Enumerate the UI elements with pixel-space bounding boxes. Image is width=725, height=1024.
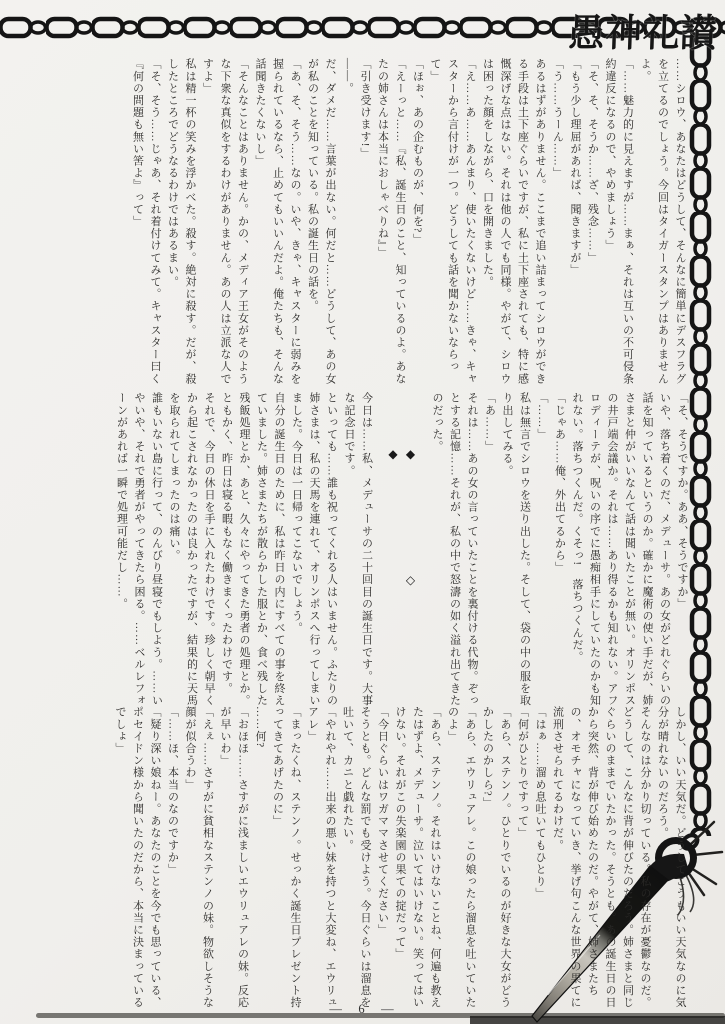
dialogue-line: 「そ、そうですか。ああ、そうですか」 <box>676 392 688 610</box>
dialogue-line: 「疑り深い娘ねー。あなたのことを今でも思っている、ポセイドン様から聞いたのだから、本当に決まっているでしょ」 <box>114 706 161 1009</box>
scene-separator: ◆ ◇ ◆ <box>386 447 418 699</box>
dialogue-line: 「そ、そう……じゃあ、それ着付けてみて。キャスター曰く『何の問題も無い筈よ』って」 <box>131 58 161 385</box>
dialogue-line: 「……」 <box>536 392 548 441</box>
dialogue-line: 「そんなことはありません。かの、メディア王女がそのような下衆な真似をするわけがありません。あの人は立派な人ですよ」 <box>201 58 249 385</box>
dialogue-line: 「今日ぐらいはワガママさせてください」 <box>376 706 389 936</box>
dialogue-line: 「う……うーん……」 <box>551 58 564 179</box>
dialogue-line: 「おほほ……さすがに浅ましいエウリュアレの妹。反応が早いわ」 <box>219 706 249 1009</box>
title-logo: 愚神礼讃 <box>567 13 719 55</box>
dialogue-line: 「もう少し理屈があれば、聞きますが」 <box>569 58 581 276</box>
paragraph: そうとも。どんな罰でも受けよう。今日ぐらいは溜息を吐いて、カニと戯れたい。 <box>341 706 371 1009</box>
paragraph: あるはずがありません。ここまで追い詰まってシロウができる手段は土下座ぐらいですが、私に土下座されても、特に感慨深げな点はない。それは他の人でも同様。やがて、シロウは困った顔をしながら、口を開きました。 <box>481 58 546 385</box>
paragraph: 今日は……私、メデューサの二十回目の誕生日です。大事な記念日です。 <box>343 392 373 707</box>
dialogue-line: 「えーっと……『私、誕生日のこと、知っているのよ。あなたの姉さんは本当におしゃべりね』」 <box>376 58 406 385</box>
dialogue-line: 「ほぉ、あの企むものが、何を?」 <box>411 58 424 246</box>
paragraph: そんなのは分かり切っている。私の存在が憂鬱なのだ。どうして、こんなに背が伸びたのだろう。姉さまと同じぐらいのままでいたかった。そうとも。あの誕生日の日から突然、背が伸び始めたのだ。やがて、姉さまたちの、オモチャになっていき、挙げ句こんな世界の果てに流刑させられてるわけだ。 <box>551 706 651 1009</box>
text-band-3 <box>60 706 688 1012</box>
paragraph: いや、落ち着くのだ、メデューサ。あの女がどれぐらいの話を知っているというのか。確かに魔術の使い手だが、姉さまと仲がいいなんて話は聞いたことが無い。オリンポスの井戸端会議か。それは……あり得るかも知れない。アフロディーテが、呪いの序でに愚痴相手にしていたのかも知れない。落ちつくんだ。くそっ! 落ちつくんだ。 <box>571 392 671 707</box>
dialogue-line: 「引き受けます!」 <box>359 58 371 160</box>
paragraph: それは……あの女の言っていたことを裏付ける代物。ぞっとする記憶……それが、私の中で怒濤の如く溢れ出てきたのだった。 <box>431 392 478 707</box>
dialogue-line: 「あら、ステンノ。それはいけないことね、何遍も教えたはずよ、メデューサ。泣いてはいけない。笑ってはいけない。それがこの失楽園の果ての掟だって」 <box>394 706 441 1009</box>
dialogue-line: 「あ、そ、そう……なの。いや、きゃ、キャスターに弱みを握られているなら、止めてもいいんだよ。俺たちも、そんな話聞きたくないし」 <box>254 58 301 385</box>
paragraph: 誰もいない島に行って、のんびり昼寝でもしよう。……いやいや、それで勇者がやってきたら困る。……ベルレフォーンがあれば一瞬で処理可能だし……。 <box>115 392 163 707</box>
dialogue-line: 「……ほ、本当のなのですか」 <box>166 706 179 876</box>
dialogue-line: 「やれやれ……出来の悪い妹を持つと大変ね、エウリュアレ」 <box>306 706 336 1009</box>
paragraph: 自分の誕生日のために、私は昨日の内にすべての事を終えていました。姉さまたちが散らかした服とか、食べ残した残飯処理とか、あと、久々にやってきた勇者の処理とか。ともかく、昨日は寝る暇もなく働きまくったわけです。 <box>220 392 285 707</box>
dialogue-line: 「そ、そ、そうか……ざ、残念……」 <box>586 58 599 264</box>
paragraph: ……シロウ、あなたはどうして、そんなに簡単にデスフラグを立てるのでしょう。今回はタイガースタンプはありませんよ。 <box>639 58 686 385</box>
dialogue-line: 「……魅力的に見えますが……まぁ、それは互いの不可侵条約違反になるので、やめましょう」 <box>604 58 634 385</box>
dialogue-line: 「あら、ステンノ。ひとりでいるのが好きな大女がどうかしたのかしら?」 <box>481 706 511 1009</box>
dialogue-line: 「何がひとりですって」 <box>516 706 529 840</box>
dialogue-line: 「あ……」 <box>483 392 496 453</box>
paragraph: ――。 <box>341 58 354 95</box>
dialogue-line: 「あら、エウリュアレ。この娘ったら溜息を吐いていたのよ」 <box>446 706 476 1009</box>
paragraph: ……何? <box>254 706 266 749</box>
text-band-2 <box>60 392 690 708</box>
dialogue-line: 「じゃあ……俺、外出てるから」 <box>553 392 566 574</box>
paragraph: といっても……誰も祝ってくれる人はいません。ふたりの姉さまは、私の天馬を連れて、オリンポスへ行ってしまいました。今日は一日帰ってこないでしょう。 <box>290 392 338 707</box>
paragraph: しかし、いい天気だ。どうしてこうもいい天気なのに気分が晴れないのだろう。 <box>656 706 686 1009</box>
paragraph: だ、ダメだ……言葉が出ない。何だと……どうして、あの女が私のことを知っている。私の誕生日の話を。 <box>306 58 336 385</box>
paragraph: 私は無言でシロウを送り出した。そして、袋の中の服を取り出してみる。 <box>501 392 531 707</box>
dialogue-line: 「はぁ……溜め息吐いてもひとり」 <box>534 706 546 900</box>
dialogue-line: 「え……あ……あんまり、使いたくないけど……きゃ、キャスターから言付けが一つ。どうしても話を聞かないならって」 <box>429 58 476 385</box>
paragraph: 私は精一杯の笑みを浮かべた。殺す。絶対に殺す。だが、殺したところでどうなるわけではあるまい。 <box>166 58 196 385</box>
paragraph: それで、今日の休日を手に入れたわけです。珍しく朝早くから起こされなかったのは良かったですが、結果的に天馬を取られてしまったのは痛い。 <box>168 392 215 707</box>
dialogue-line: 「まったくね、ステンノ。せっかく誕生日プレゼント持ってきてあげたのに」 <box>271 706 301 1009</box>
page-number: — 6 — <box>329 1002 396 1016</box>
text-band-1 <box>60 58 688 386</box>
dialogue-line: 「えぇ……さすがに貧相なステンノの妹。物欲しそうな顔が似合うわ」 <box>184 706 214 1009</box>
